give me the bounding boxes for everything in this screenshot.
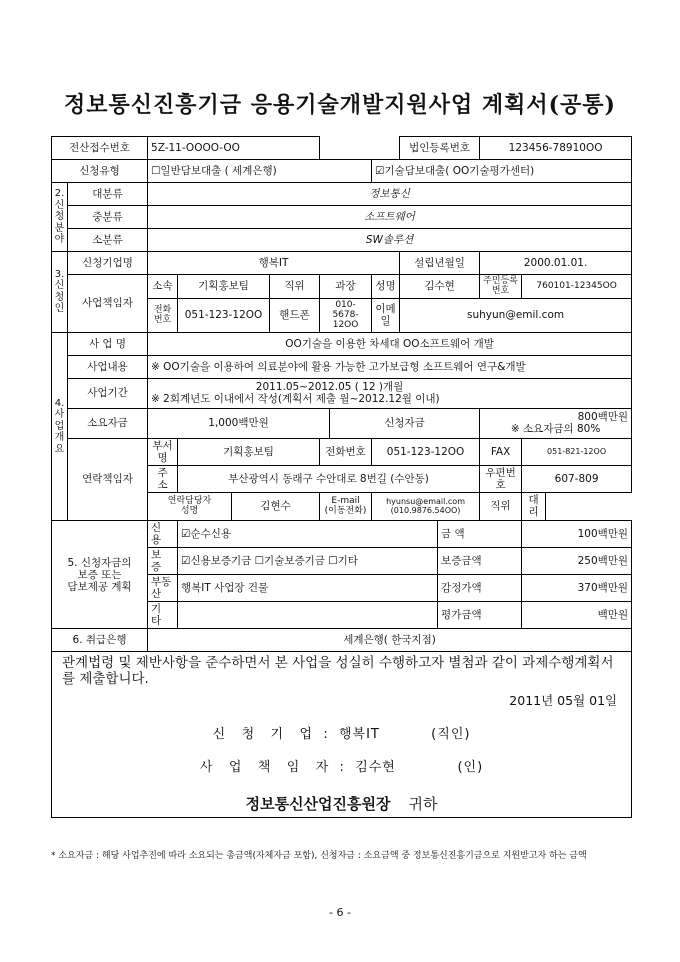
document-title: 정보통신진흥기금 응용기술개발지원사업 계획서(공통) bbox=[64, 92, 616, 118]
guarantee-type: 신 용 bbox=[148, 520, 178, 547]
guarantee-desc: ☑신용보증기금 ☐기술보증기금 ☐기타 bbox=[178, 548, 438, 575]
recipient-name: 정보통신산업진흥원장 bbox=[245, 794, 391, 813]
email-value: suhyun@emil.com bbox=[400, 298, 632, 332]
pledge-manager-signature: 사 업 책 임 자 : 김수현 (인) bbox=[199, 759, 484, 775]
contact-email-label: E-mail (이동전화) bbox=[320, 492, 372, 520]
contact-person-value: 김현수 bbox=[232, 492, 320, 520]
section-4-label: 4. 사 업 개 요 bbox=[52, 332, 68, 520]
project-content-value: ※ OO기술을 이용하여 의료분야에 활용 가능한 고가보급형 소프트웨어 연구&개발 bbox=[148, 355, 632, 378]
corp-no-label: 법인등록번호 bbox=[400, 137, 480, 160]
request-value bbox=[480, 408, 632, 438]
guarantee-amount-label: 평가금액 bbox=[438, 602, 522, 629]
pledge-text: 관계법령 및 제반사항을 준수하면서 본 사업을 성실히 수행하고자 별첨과 같이 과제수행계획서를 제출합니다. bbox=[62, 655, 614, 687]
row-manager-1 bbox=[52, 275, 632, 299]
project-period-label: 사업기간 bbox=[68, 378, 148, 408]
guarantee-amount-label: 감정가액 bbox=[438, 575, 522, 602]
receipt-no-value: 5Z-11-OOOO-OO bbox=[148, 137, 320, 160]
row-contact-1 bbox=[52, 438, 632, 465]
hp-label: 핸드폰 bbox=[270, 298, 320, 332]
period-range: 2011.05~2012.05 ( 12 )개월 bbox=[255, 381, 404, 394]
name-value: 김수현 bbox=[400, 275, 480, 299]
field-mid-label: 중분류 bbox=[68, 206, 148, 229]
row-field-small bbox=[52, 229, 632, 252]
recipient-honorific: 귀하 bbox=[408, 794, 438, 813]
contact-dept-value: 기획홍보팀 bbox=[178, 438, 320, 465]
row-pledge bbox=[52, 652, 632, 818]
apply-type-label: 신청유형 bbox=[52, 160, 148, 183]
contact-email-value: hyunsu@email.com (010.9876.54OO) bbox=[372, 492, 480, 520]
position-label: 직위 bbox=[270, 275, 320, 299]
guarantee-type: 보 증 bbox=[148, 548, 178, 575]
pledge-recipient bbox=[62, 796, 621, 813]
contact-addr-label: 주 소 bbox=[148, 465, 178, 492]
page-number: - 6 - bbox=[329, 906, 351, 919]
bank-value: 세계은행( 한국지점) bbox=[148, 629, 632, 652]
request-ratio: ※ 소요자금의 80% bbox=[510, 423, 601, 436]
row-cost bbox=[52, 408, 632, 438]
row-field-mid bbox=[52, 206, 632, 229]
guarantee-amount-value: 250백만원 bbox=[522, 548, 632, 575]
row-guarantee-1 bbox=[52, 520, 632, 547]
rrn-value: 760101-12345OO bbox=[522, 275, 632, 299]
email-label: 이메일 bbox=[372, 298, 400, 332]
contact-label: 연락책임자 bbox=[68, 438, 148, 520]
row-apply-type bbox=[52, 160, 632, 183]
row-bank bbox=[52, 629, 632, 652]
contact-addr-value: 부산광역시 동래구 수안대로 8번길 (수안동) bbox=[178, 465, 480, 492]
project-name-label: 사 업 명 bbox=[68, 332, 148, 355]
corp-no-value: 123456-78910OO bbox=[480, 137, 632, 160]
contact-tel-label: 전화번호 bbox=[320, 438, 372, 465]
contact-person-label: 연락담당자 성명 bbox=[148, 492, 232, 520]
guarantee-desc: ☑순수신용 bbox=[178, 520, 438, 547]
contact-zip-value: 607-809 bbox=[522, 465, 632, 492]
contact-pos-value: 대리 bbox=[522, 492, 546, 520]
footnote: * 소요자금 : 해당 사업추진에 따라 소요되는 총금액(자체자금 포함), 신청자금 : 소요금액 중 정보통신진흥기금으로 지원받고자 하는 금액 bbox=[51, 851, 587, 861]
contact-fax-value: 051-821-12OO bbox=[522, 438, 632, 465]
guarantee-amount-value: 100백만원 bbox=[522, 520, 632, 547]
row-project-content bbox=[52, 355, 632, 378]
company-label: 신청기업명 bbox=[68, 252, 148, 275]
field-mid-value: 소프트웨어 bbox=[148, 206, 632, 229]
pledge-date: 2011년 05월 01일 bbox=[509, 692, 618, 708]
guarantee-desc: 행복IT 사업장 건물 bbox=[178, 575, 438, 602]
project-name-value: OO기술을 이용한 차세대 OO소프트웨어 개발 bbox=[148, 332, 632, 355]
application-form-table bbox=[51, 136, 632, 818]
pledge-block bbox=[52, 652, 632, 818]
pledge-company-signature: 신 청 기 업 : 행복IT (직인) bbox=[212, 726, 471, 742]
request-amount: 800백만원 bbox=[577, 411, 629, 424]
field-small-value: SW솔루션 bbox=[148, 229, 632, 252]
est-date-value: 2000.01.01. bbox=[480, 252, 632, 275]
apply-type-tech: ☑기술담보대출( OO기술평가센터) bbox=[372, 160, 632, 183]
section-5-label: 5. 신청자금의 보증 또는 담보제공 계획 bbox=[52, 520, 148, 629]
guarantee-amount-label: 보증금액 bbox=[438, 548, 522, 575]
est-date-label: 설립년월일 bbox=[400, 252, 480, 275]
row-company bbox=[52, 252, 632, 275]
row-field-big bbox=[52, 183, 632, 206]
rrn-label: 주민등록번호 bbox=[480, 275, 522, 299]
dept-label: 소속 bbox=[148, 275, 178, 299]
project-period-value bbox=[148, 378, 632, 408]
row-project-name bbox=[52, 332, 632, 355]
company-value: 행복IT bbox=[148, 252, 400, 275]
guarantee-type: 부동산 bbox=[148, 575, 178, 602]
row-project-period bbox=[52, 378, 632, 408]
dept-value: 기획홍보팀 bbox=[178, 275, 270, 299]
bank-label: 6. 취급은행 bbox=[52, 629, 148, 652]
guarantee-type: 기 타 bbox=[148, 602, 178, 629]
tel-value: 051-123-12OO bbox=[178, 298, 270, 332]
section-3-label: 3. 신 청 인 bbox=[52, 252, 68, 333]
project-content-label: 사업내용 bbox=[68, 355, 148, 378]
contact-dept-label: 부서명 bbox=[148, 438, 178, 465]
contact-tel-value: 051-123-12OO bbox=[372, 438, 480, 465]
name-label: 성명 bbox=[372, 275, 400, 299]
field-big-value: 정보통신 bbox=[148, 183, 632, 206]
contact-zip-label: 우편번호 bbox=[480, 465, 522, 492]
guarantee-desc bbox=[178, 602, 438, 629]
tel-label: 전화번호 bbox=[148, 298, 178, 332]
field-small-label: 소분류 bbox=[68, 229, 148, 252]
cost-value: 1,000백만원 bbox=[148, 408, 330, 438]
guarantee-amount-label: 금 액 bbox=[438, 520, 522, 547]
position-value: 과장 bbox=[320, 275, 372, 299]
hp-value: 010-5678-12OO bbox=[320, 298, 372, 332]
cost-label: 소요자금 bbox=[68, 408, 148, 438]
row-receipt bbox=[52, 137, 632, 160]
contact-fax-label: FAX bbox=[480, 438, 522, 465]
contact-pos-label: 직위 bbox=[480, 492, 522, 520]
field-big-label: 대분류 bbox=[68, 183, 148, 206]
guarantee-amount-value: 370백만원 bbox=[522, 575, 632, 602]
receipt-no-label: 전산접수번호 bbox=[52, 137, 148, 160]
apply-type-general: ☐일반담보대출 ( 세계은행) bbox=[148, 160, 372, 183]
guarantee-amount-value: 백만원 bbox=[522, 602, 632, 629]
period-note: ※ 2회계년도 이내에서 작성(계획서 제출 월~2012.12월 이내) bbox=[151, 393, 440, 406]
request-label: 신청자금 bbox=[330, 408, 480, 438]
blank-cell bbox=[320, 137, 400, 160]
manager-label: 사업책임자 bbox=[68, 275, 148, 333]
section-2-label: 2. 신 청 분 야 bbox=[52, 183, 68, 252]
